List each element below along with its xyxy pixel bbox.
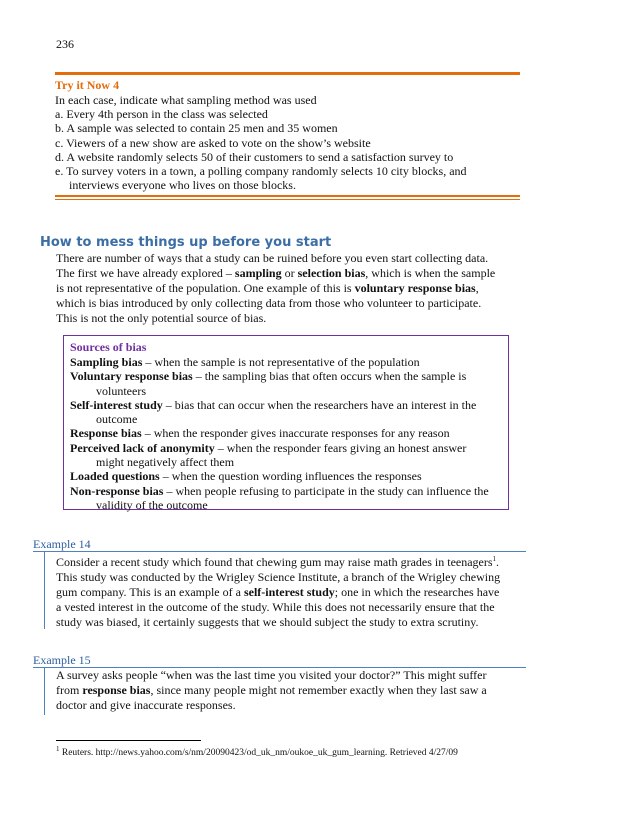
sources-of-bias-title: Sources of bias	[70, 340, 147, 354]
try-item-d: d. A website randomly selects 50 of their customers to send a satisfaction survey to	[55, 149, 454, 164]
example-15-side-rule	[44, 667, 45, 715]
top-rule	[55, 72, 520, 75]
example-14-side-rule	[44, 551, 45, 629]
bias-item: Non-response bias – when people refusing to participate in the study can influence the validity of the outcome	[70, 483, 489, 512]
try-it-now-title: Try it Now 4	[55, 78, 120, 92]
try-item-e: e. To survey voters in a town, a polling company randomly selects 10 city blocks, and	[55, 164, 467, 179]
try-intro: In each case, indicate what sampling method was used	[55, 93, 317, 107]
bias-item: Loaded questions – when the question wording influences the responses	[70, 469, 422, 484]
example-15-body: A survey asks people “when was the last time you visited your doctor?” This might suffer from response bias, since many people might not remember exactly when they last saw a doctor and give inaccurate responses.	[56, 668, 487, 712]
para-line-2: The first we have already explored – sampling or selection bias, which is when the sample	[56, 266, 496, 280]
para-line-3: is not representative of the population. One example of this is voluntary response bias,	[56, 281, 479, 295]
example-15-box	[44, 667, 526, 717]
bias-item: Perceived lack of anonymity – when the responder fears giving an honest answer might negatively affect them	[70, 440, 467, 470]
page-number: 236	[56, 37, 74, 51]
example-15-title: Example 15	[33, 653, 91, 667]
bottom-rule	[55, 195, 520, 197]
example-14-box	[44, 551, 526, 631]
section-heading: How to mess things up before you start	[40, 235, 332, 250]
para-line-4: which is bias introduced by only collecting data from those who volunteer to participate.	[56, 296, 482, 310]
sources-of-bias-box	[63, 335, 509, 510]
try-item-b: b. A sample was selected to contain 25 men and 35 women	[55, 121, 338, 136]
try-item-a: a. Every 4th person in the class was selected	[55, 107, 268, 122]
try-item-e-cont: interviews everyone who lives on those blocks.	[69, 178, 296, 193]
bias-item: Sampling bias – when the sample is not representative of the population	[70, 355, 420, 369]
try-item-c: c. Viewers of a new show are asked to vote on the show’s website	[55, 135, 371, 150]
bias-item: Voluntary response bias – the sampling bias that often occurs when the sample is volunteers	[70, 369, 467, 398]
bottom-rule-2	[55, 199, 520, 200]
para-line-1: There are number of ways that a study can be ruined before you even start collecting data.	[56, 251, 489, 265]
footnote-separator	[56, 740, 201, 741]
bias-item: Self-interest study – bias that can occur when the researchers have an interest in the outcome	[70, 397, 477, 427]
footnote: $^1$ Reuters. http://news.yahoo.com/s/nm/20090423/od_uk_nm/oukoe_uk_gum_learning. Retrieved 4/27/09	[56, 745, 458, 759]
example-14-body: Consider a recent study which found that chewing gum may raise math grades in teenagers$^1$. This study was conducted by the Wrigley Science Institute, a branch of the Wrigley chewing gum company. This is an example of a self-interest study; one in which the researches have a vested interest in the outcome of the study. While this does not necessarily ensure that the study was biased, it certainly suggests that we should subject the study to extra scrutiny.	[56, 555, 501, 629]
bias-item: Response bias – when the responder gives inaccurate responses for any reason	[70, 426, 450, 441]
example-14-title: Example 14	[33, 537, 91, 551]
intro-paragraph	[56, 251, 526, 326]
para-line-5: This is not the only potential source of bias.	[56, 311, 267, 325]
try-it-now-box	[55, 72, 520, 200]
